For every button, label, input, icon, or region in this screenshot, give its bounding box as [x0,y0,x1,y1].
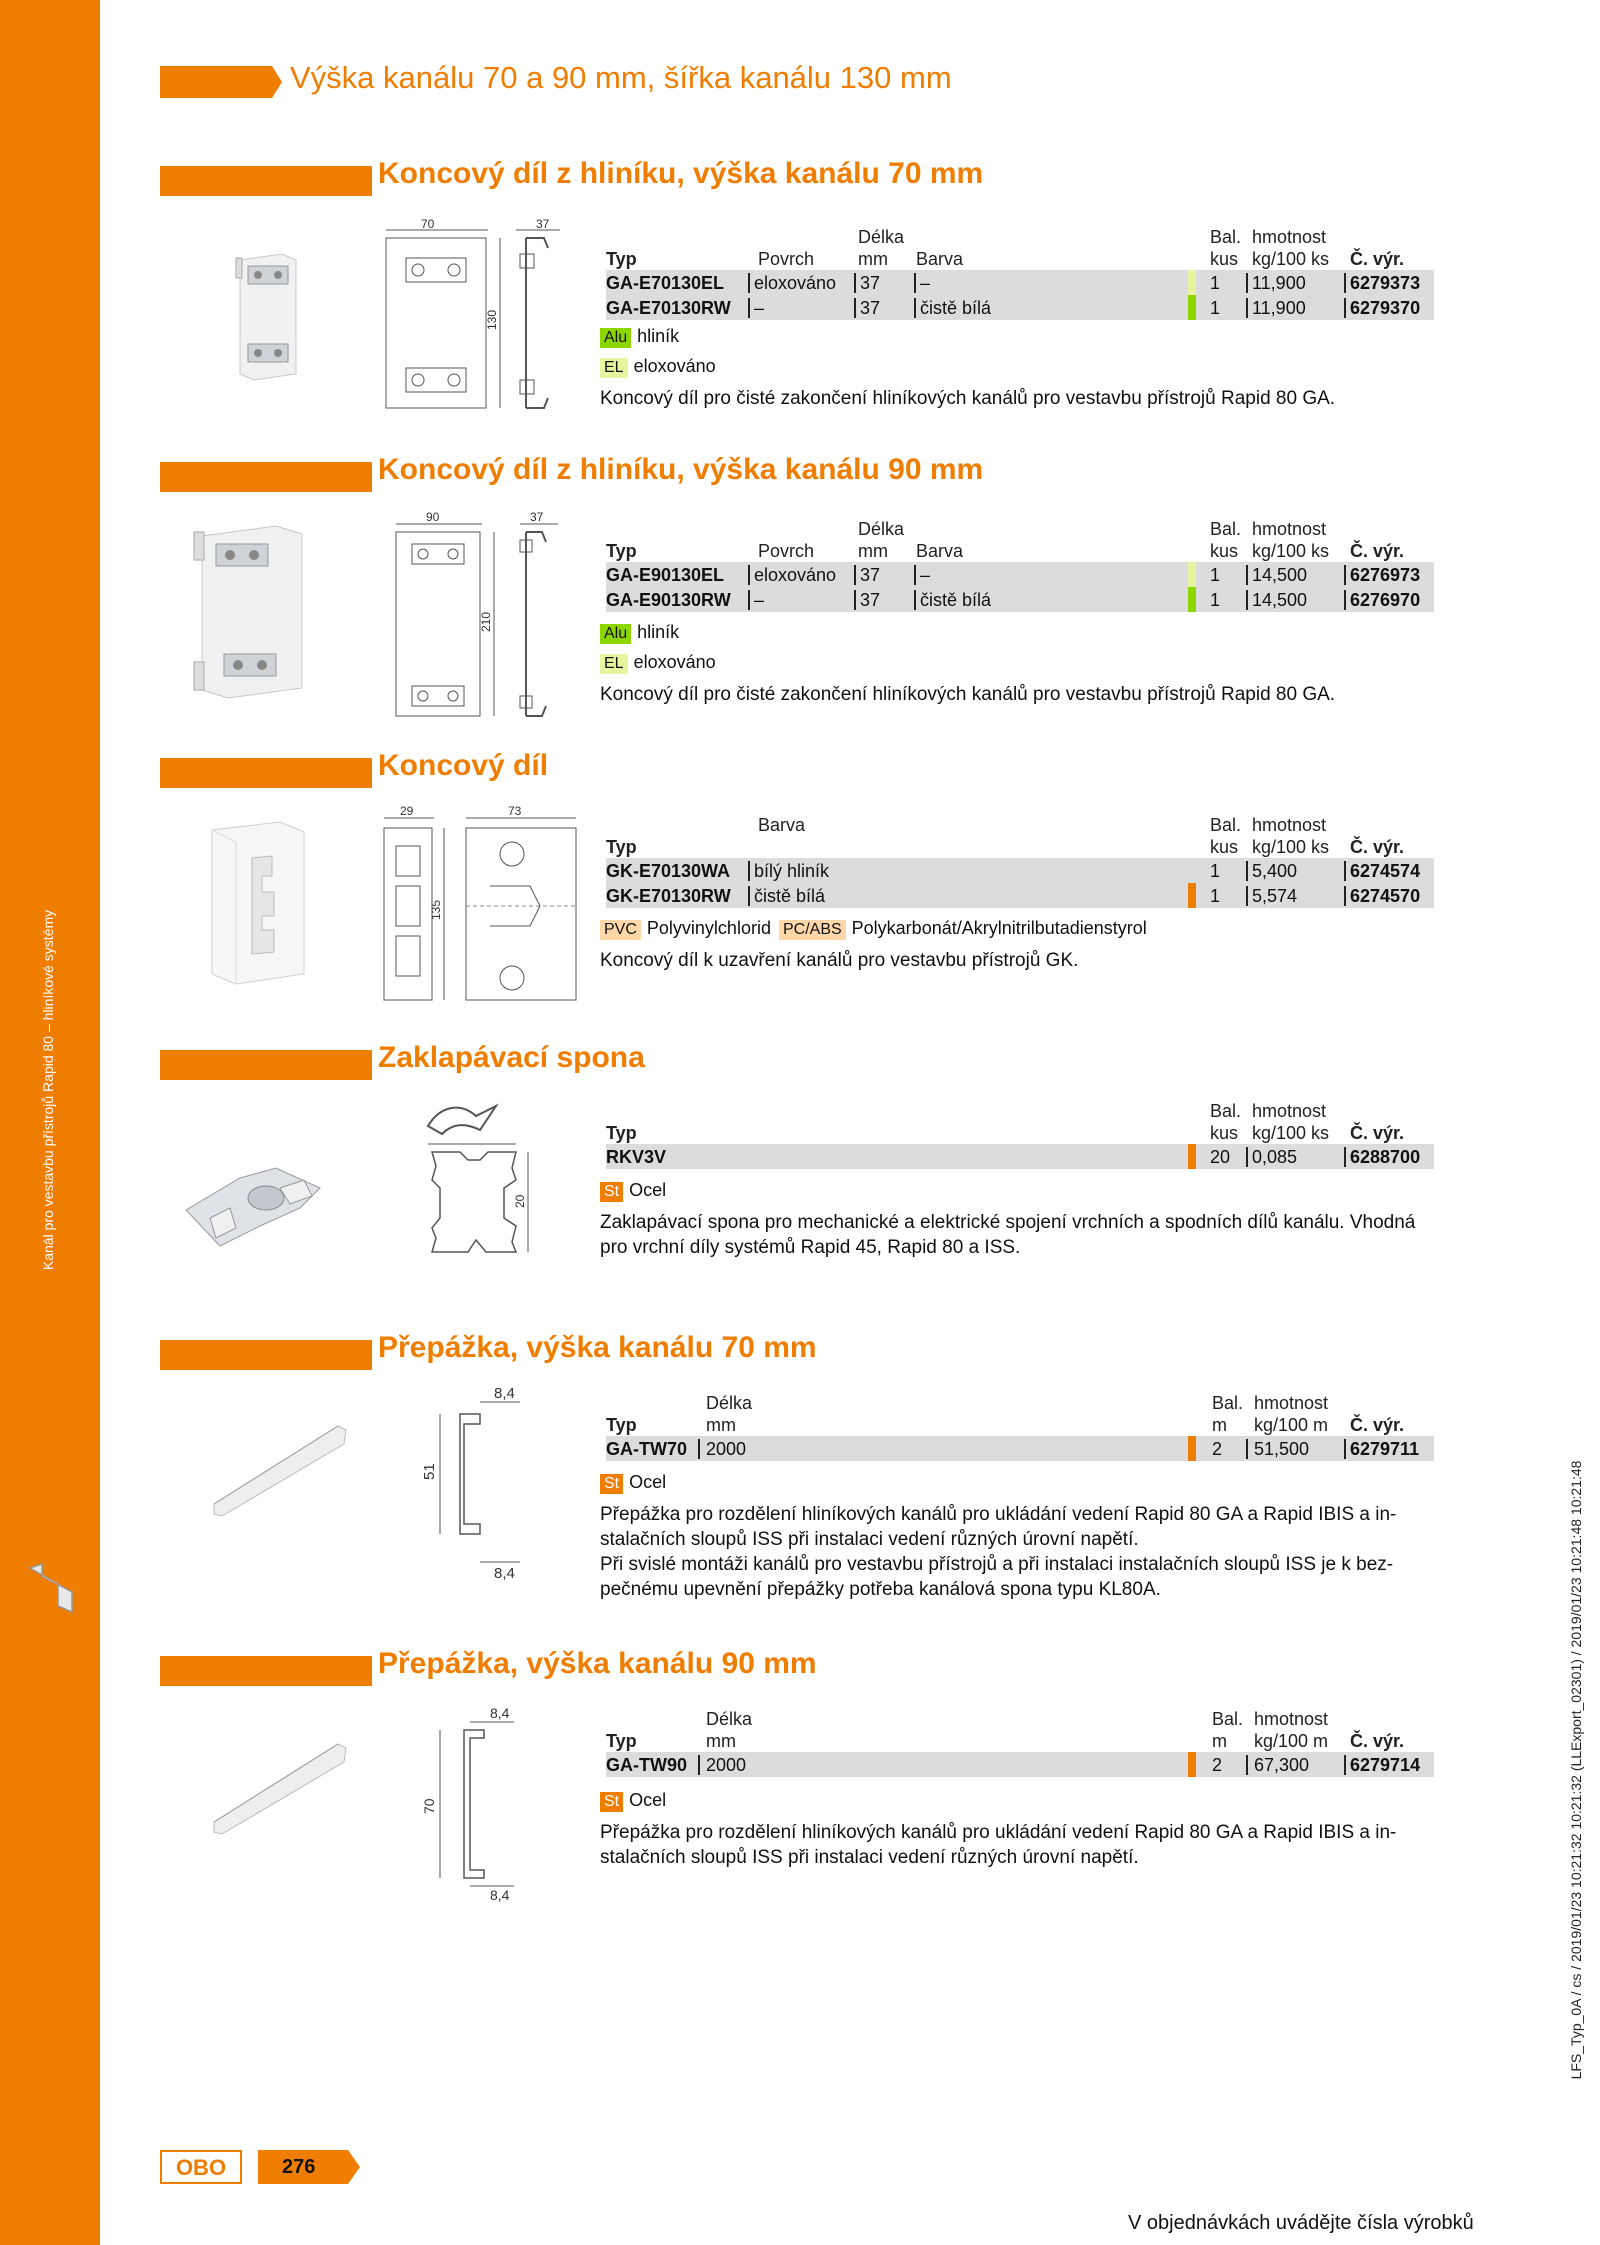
svg-text:90: 90 [426,510,440,524]
table-row: GA-E70130RW – 37 čistě bílá 1 11,900 6279370 [606,295,1434,320]
table-row: GA-TW90 2000 2 67,300 6279714 [606,1752,1434,1777]
end-piece-90-drawing [390,510,580,725]
table-header: Délka Typ mm Bal. m hmotnost kg/100 m Č. výr. [606,1393,1405,1435]
product-description: Koncový díl k uzavření kanálů pro vestavbu přístrojů GK. [600,950,1079,971]
table-row: GA-E90130RW – 37 čistě bílá 1 14,500 6276970 [606,587,1434,612]
svg-text:135: 135 [429,899,443,920]
product-description: Zaklapávací spona pro mechanické a elektrické spojení vrchních a spodních dílů kanálu. Vhodná pro vrchní díly systémů Rapid 45, Rapid 80 a ISS. [600,1212,1416,1258]
section-bar [160,166,372,196]
product-description: Koncový díl pro čisté zakončení hliníkových kanálů pro vestavbu přístrojů Rapid 80 GA. [600,684,1336,705]
table-row: RKV3V 20 0,085 6288700 [606,1144,1434,1169]
end-piece-90-photo [186,522,312,707]
product-table [606,1392,1434,1461]
table-header: Délka Typ Povrch mm Barva Bal. kus hmotnost kg/100 ks Č. výr. [606,519,1405,561]
material-legend: EL eloxováno [600,652,716,674]
page-tab-arrow [348,2150,362,2184]
table-row: GA-TW70 2000 2 51,500 6279711 [606,1436,1434,1461]
divider-90-photo [210,1736,350,1841]
channel-icon [28,1562,74,1619]
svg-text:51: 51 [421,1463,438,1480]
snap-clip-photo [180,1148,330,1263]
section-bar [160,462,372,492]
footer-note: V objednávkách uvádějte čísla výrobků [1128,2212,1474,2234]
divider-70-photo [210,1418,350,1523]
obo-logo [160,2150,242,2189]
table-header: Typ Bal. kus hmotnost kg/100 ks Č. výr. [606,1101,1405,1143]
page-number: 276 [282,2156,316,2178]
product-table [606,1708,1434,1777]
section-title: Koncový díl z hliníku, výška kanálu 70 mm [378,157,984,190]
product-table [606,518,1434,612]
table-header: Barva Typ Bal. kus hmotnost kg/100 ks Č. výr. [606,815,1405,857]
product-description: Koncový díl pro čisté zakončení hliníkových kanálů pro vestavbu přístrojů Rapid 80 GA. [600,388,1336,409]
svg-text:29: 29 [400,806,414,818]
svg-text:70: 70 [421,1798,437,1814]
product-table [606,226,1434,320]
svg-text:8,4: 8,4 [490,1705,510,1721]
svg-text:210: 210 [479,611,493,632]
dim-width: 70 [421,218,435,231]
product-description-note: Při svislé montáži kanálů pro vestavbu přístrojů a při instalaci instalačních sloupů ISS je k bez-pečnému upevnění přepážky potřeba kanálová spona typu KL80A. [600,1554,1394,1600]
section-bar [160,1656,372,1686]
section-title: Koncový díl z hliníku, výška kanálu 90 mm [378,453,984,486]
header-tab [160,66,272,98]
page-title: Výška kanálu 70 a 90 mm, šířka kanálu 130 mm [290,60,952,95]
end-piece-70-photo [232,252,302,387]
end-piece-gk-photo [200,818,310,993]
table-header: Délka Typ mm Bal. m hmotnost kg/100 m Č. výr. [606,1709,1405,1751]
section-title: Zaklapávací spona [378,1041,645,1074]
section-bar [160,758,372,788]
end-piece-gk-drawing [380,806,580,1011]
svg-text:8,4: 8,4 [490,1887,510,1903]
material-legend: EL eloxováno [600,356,716,378]
dim-depth: 37 [536,218,550,231]
product-table [606,1100,1434,1169]
svg-text:37: 37 [530,510,544,524]
product-description: Přepážka pro rozdělení hliníkových kanálů pro ukládání vedení Rapid 80 GA a Rapid IBIS a in-stalačních sloupů ISS při instalaci vedení různých úrovní napětí. [600,1504,1397,1550]
material-legend: Alu hliník [600,622,679,644]
section-bar [160,1340,372,1370]
divider-70-drawing [420,1384,540,1589]
table-row: GK-E70130RW čistě bílá 1 5,574 6274570 [606,883,1434,908]
section-title: Přepážka, výška kanálu 90 mm [378,1647,817,1680]
section-bar [160,1050,372,1080]
material-legend: St Ocel [600,1472,666,1494]
svg-text:20: 20 [513,1194,527,1208]
section-title: Koncový díl [378,749,549,782]
snap-clip-drawing [420,1096,540,1261]
material-legend: Alu hliník [600,326,679,348]
product-description: Přepážka pro rozdělení hliníkových kanálů pro ukládání vedení Rapid 80 GA a Rapid IBIS a in-stalačních sloupů ISS při instalaci vedení různých úrovní napětí. [600,1822,1397,1868]
material-legend: PVC Polyvinylchlorid PC/ABS Polykarbonát/Akrylnitrilbutadienstyrol [600,918,1147,940]
table-row: GK-E70130WA bílý hliník 1 5,400 6274574 [606,858,1434,883]
product-table [606,814,1434,908]
svg-text:73: 73 [508,806,522,818]
section-title: Přepážka, výška kanálu 70 mm [378,1331,817,1364]
material-legend: St Ocel [600,1790,666,1812]
divider-90-drawing [420,1704,540,1909]
dim-height: 130 [485,309,499,330]
header-tab-arrow [272,66,284,98]
svg-text:OBO: OBO [175,2155,227,2180]
table-row: GA-E70130EL eloxováno 37 – 1 11,900 6279373 [606,270,1434,295]
end-piece-70-drawing [376,218,576,423]
svg-text:8,4: 8,4 [494,1565,515,1582]
svg-text:8,4: 8,4 [494,1385,515,1402]
table-header: Délka Typ Povrch mm Barva Bal. kus hmotnost kg/100 ks Č. výr. [606,227,1405,269]
material-legend: St Ocel [600,1180,666,1202]
table-row: GA-E90130EL eloxováno 37 – 1 14,500 6276973 [606,562,1434,587]
